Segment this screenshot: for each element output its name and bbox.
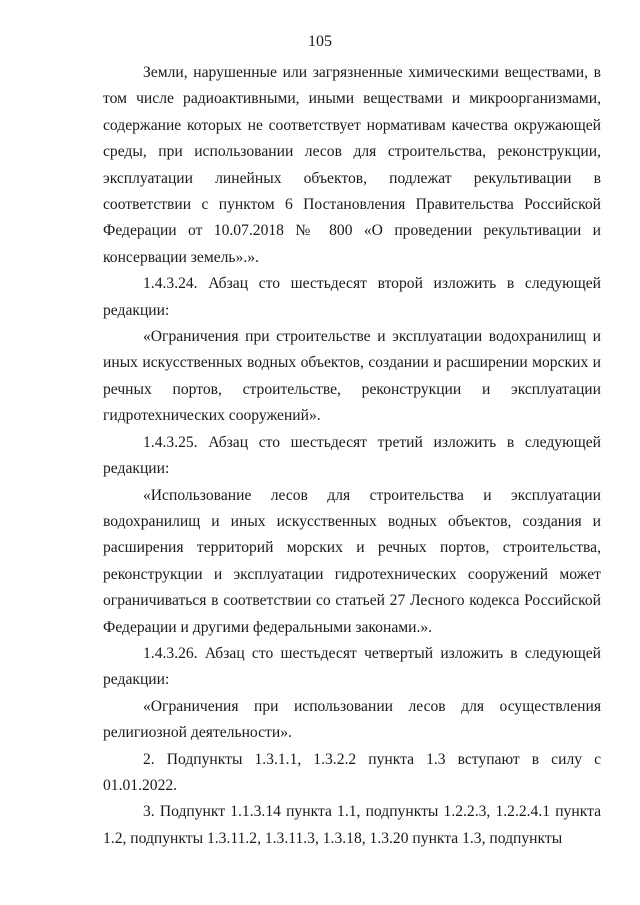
page-number: 105 — [308, 33, 332, 50]
paragraph-quote-reservoir-restrictions: «Ограничения при строительстве и эксплуатации водохранилищ и иных искусственных водных объектов, создании и расширении морских и речных портов, строительстве, реконструкции и эксплуатации гидротехнических сооружений». — [103, 328, 601, 425]
paragraph-1-4-3-24: 1.4.3.24. Абзац сто шестьдесят второй изложить в следующей редакции: — [103, 275, 601, 319]
paragraph-1-4-3-26: 1.4.3.26. Абзац сто шестьдесят четвертый изложить в следующей редакции: — [103, 644, 601, 689]
paragraph-1-4-3-25: 1.4.3.25. Абзац сто шестьдесят третий изложить в следующей редакции: — [103, 433, 601, 478]
paragraph-item-2: 2. Подпункты 1.3.1.1, 1.3.2.2 пункта 1.3 вступают в силу с 01.01.2022. — [103, 750, 601, 794]
paragraph-land-reclamation: Земли, нарушенные или загрязненные химическими веществами, в том числе радиоактивными, иными веществами и микроорганизмами, содержание которых не соответствует нормативам качества окружающей среды, при использовании лесов для строительства, реконструкции, эксплуатации линейных объектов, подлежат рекультивации в соответствии с пунктом 6 Постановления Правительства Российской Федерации от 10.07.2018 № 800 «О проведении рекультивации и консервации земель».». — [103, 64, 601, 266]
paragraph-item-3: 3. Подпункт 1.1.3.14 пункта 1.1, подпункты 1.2.2.3, 1.2.2.4.1 пункта 1.2, подпункты 1.3.11.2, 1.3.11.3, 1.3.18, 1.3.20 пункта 1.3, подпункты — [103, 803, 601, 847]
paragraph-quote-religious-activity: «Ограничения при использовании лесов для осуществления религиозной деятельности». — [103, 697, 601, 742]
paragraph-quote-forest-use: «Использование лесов для строительства и эксплуатации водохранилищ и иных искусственных водных объектов, создания и расширения территорий морских и речных портов, строительства, реконструкции и эксплуатации гидротехнических сооружений может ограничиваться в соответствии со статьей 27 Лесного кодекса Российской Федерации и другими федеральными законами.». — [103, 486, 601, 636]
document-body — [103, 60, 601, 852]
